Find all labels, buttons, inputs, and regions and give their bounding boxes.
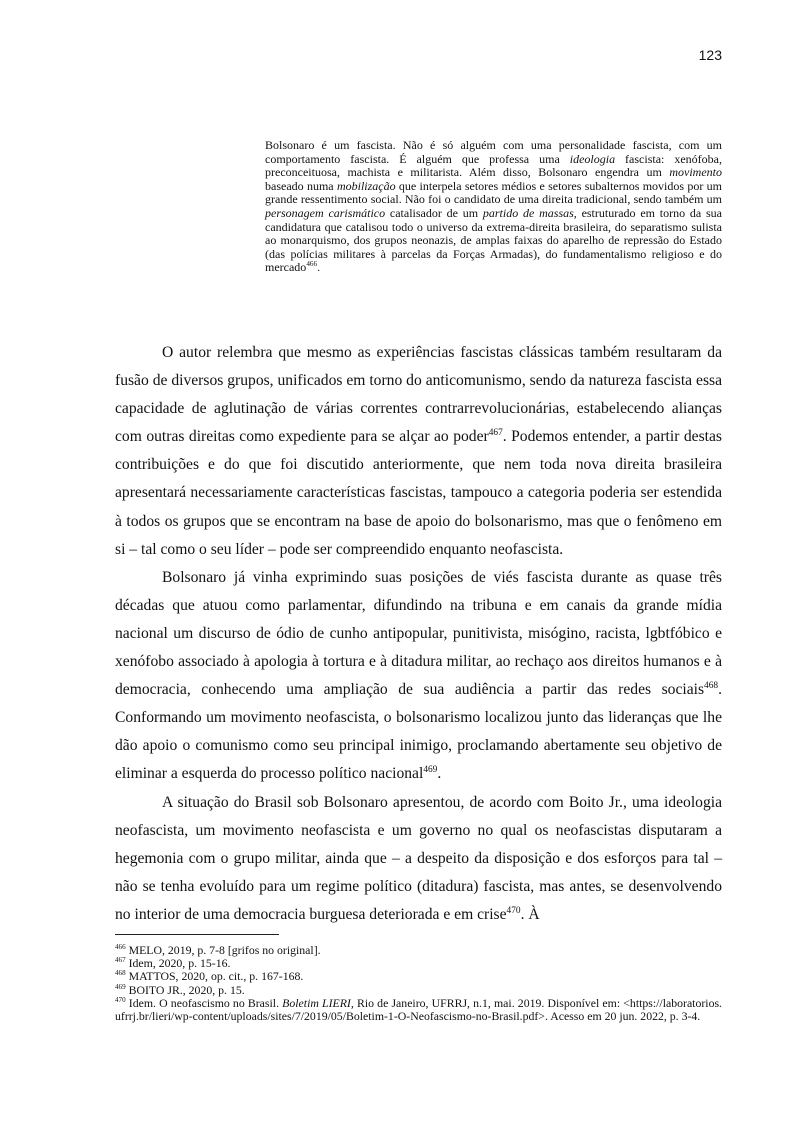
paragraph-text: . bbox=[437, 765, 442, 783]
footnote-number: 469 bbox=[115, 982, 126, 991]
footnote-number: 470 bbox=[115, 995, 126, 1004]
quote-text: fascista: xenófoba, preconceituosa, machista e militarista. Além disso, Bolsonaro engendra um bbox=[265, 151, 722, 180]
paragraph-3 bbox=[115, 789, 722, 929]
quote-emphasis: ideologia bbox=[569, 151, 616, 166]
quote-emphasis: movimento bbox=[669, 165, 722, 180]
quote-emphasis: mobilização bbox=[336, 178, 396, 193]
quote-emphasis: personagem carismático bbox=[265, 205, 386, 220]
footnote-journal-title: Boletim LIERI, bbox=[282, 995, 354, 1010]
footnote-text: MELO, 2019, p. 7-8 [grifos no original]. bbox=[125, 943, 321, 957]
footnotes bbox=[115, 944, 722, 1023]
footnote-ref-469[interactable]: 469 bbox=[423, 765, 438, 776]
paragraph-text: . À bbox=[520, 905, 540, 923]
footnote-text: MATTOS, 2020, op. cit., p. 167-168. bbox=[125, 969, 304, 984]
footnote-text: Idem, 2020, p. 15-16. bbox=[125, 956, 231, 971]
footnote-number: 466 bbox=[115, 943, 126, 952]
footnote-separator bbox=[115, 934, 279, 935]
footnote-ref-467[interactable]: 467 bbox=[488, 428, 503, 439]
paragraph-text: O autor relembra que mesmo as experiências fascistas clássicas também resultaram da fusão de diversos grupos, unificados em torno do anticomunismo, sendo da natureza fascista essa capacidade de aglutinação de várias correntes contrarrevolucionárias, estabelecendo alianças com outras direitas como expediente para se alçar ao poder bbox=[115, 344, 722, 446]
paragraph-1 bbox=[115, 339, 722, 564]
footnote-ref-468[interactable]: 468 bbox=[704, 680, 719, 691]
footnote-ref-470[interactable]: 470 bbox=[506, 905, 521, 916]
page-number: 123 bbox=[698, 47, 722, 63]
paragraph-2 bbox=[115, 564, 722, 789]
quote-text: Bolsonaro é um fascista. Não é só alguém com uma personalidade fascista, com um comportamento fascista. É alguém que professa uma bbox=[265, 138, 722, 166]
paragraph-text: . Podemos entender, a partir destas contribuições e do que foi discutido anteriormente, que nem toda nova direita brasileira apresentará necessariamente características fascistas, tampouco a categoria poderia ser estendida à todos os grupos que se encontram na base de apoio do bolsonarismo, mas que o fenômeno em si – tal como o seu líder – pode ser compreendido enquanto neofascista. bbox=[115, 428, 722, 558]
quote-text: , estruturado em torno da sua candidatura que catalisou todo o universo da extrema-direita brasileira, do separatismo sulista ao monarquismo, dos grupos neonazis, de amplas faixas do aparelho de repressão do Estado (das polícias militares à parcelas da Forças Armadas), do fundamentalismo religioso e do mercado bbox=[265, 205, 722, 275]
quote-text: que interpela setores médios e setores subalternos movidos por um grande ressentimento social. Não foi o candidato de uma direita tradicional, sendo também um bbox=[265, 178, 722, 207]
footnote-text: BOITO JR., 2020, p. 15. bbox=[125, 982, 245, 997]
footnote-number: 467 bbox=[115, 956, 126, 965]
block-quote bbox=[265, 139, 722, 275]
quote-text: catalisador de um bbox=[385, 205, 483, 220]
footnote-text: Idem. O neofascismo no Brasil. bbox=[125, 995, 283, 1010]
footnote-ref-466[interactable]: 466 bbox=[306, 260, 318, 269]
footnote-text-with-link[interactable]: Rio de Janeiro, UFRRJ, n.1, mai. 2019. Disponível em: <https://laboratorios.ufrrj.br/lieri/wp-content/uploads/sites/7/2019/05/Boletim-1-O-Neofascismo-no-Brasil.pdf>. Acesso em 20 jun. 2022, p. 3-4. bbox=[115, 995, 723, 1024]
paragraph-text: . Conformando um movimento neofascista, o bolsonarismo localizou junto das lideranças que lhe dão apoio o comunismo como seu principal inimigo, proclamando abertamente seu objetivo de eliminar a esquerda do processo político nacional bbox=[115, 681, 722, 783]
footnote-number: 468 bbox=[115, 969, 126, 978]
paragraph-text: Bolsonaro já vinha exprimindo suas posições de viés fascista durante as quase três décadas que atuou como parlamentar, difundindo na tribuna e em canais da grande mídia nacional um discurso de ódio de cunho antipopular, punitivista, misógino, racista, lgbtfóbico e xenófobo associado à apologia à tortura e à ditadura militar, ao rechaço aos direitos humanos e à democracia, conhecendo uma ampliação de sua audiência a partir das redes sociais bbox=[115, 568, 722, 699]
quote-emphasis: partido de massas bbox=[482, 205, 574, 220]
footnote-470 bbox=[115, 997, 722, 1023]
quote-text: . bbox=[317, 260, 321, 275]
body-text bbox=[115, 339, 722, 929]
paragraph-text: A situação do Brasil sob Bolsonaro apresentou, de acordo com Boito Jr., uma ideologia neofascista, um movimento neofascista e um governo no qual os neofascistas disputaram a hegemonia com o grupo militar, ainda que – a despeito da disposição e dos esforços para tal – não se tenha evoluído para um regime político (ditadura) fascista, mas antes, se desenvolvendo no interior de uma democracia burguesa deteriorada e em crise bbox=[115, 793, 722, 923]
quote-text: baseado numa bbox=[265, 178, 337, 193]
